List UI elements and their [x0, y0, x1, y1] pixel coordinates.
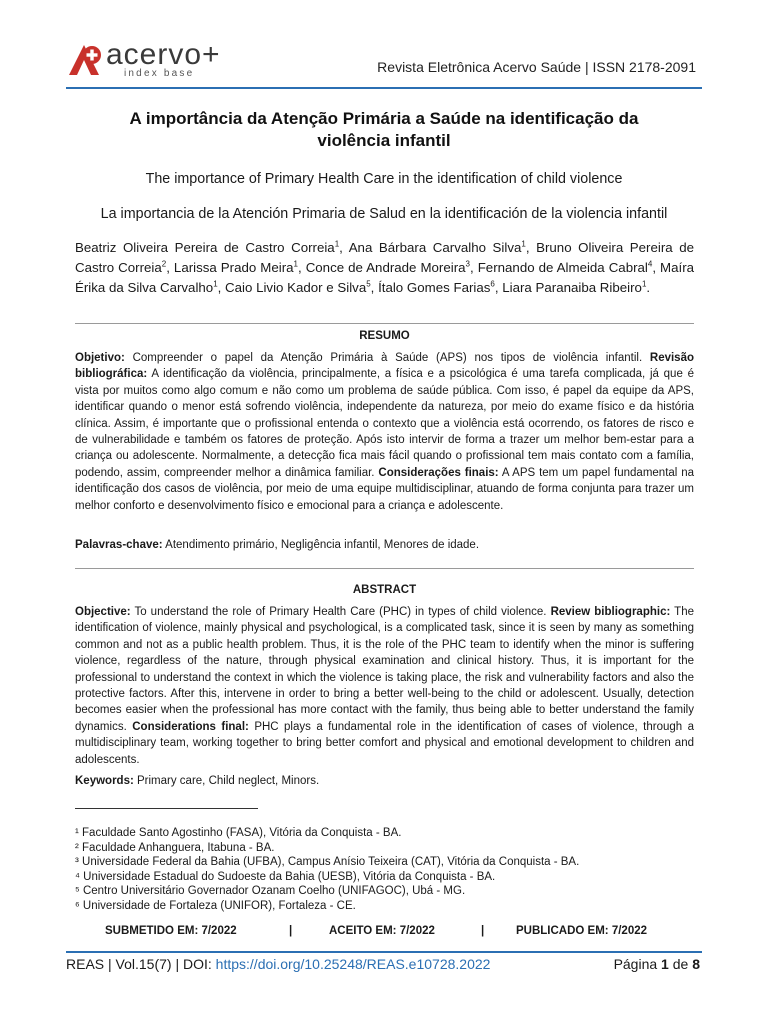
header-divider: [66, 87, 702, 89]
logo-subtitle: index base: [124, 68, 195, 79]
footnote-item: ¹ Faculdade Santo Agostinho (FASA), Vitória da Conquista - BA.: [75, 827, 402, 839]
author: Beatriz Oliveira Pereira de Castro Correia: [75, 240, 335, 255]
submitted-date: SUBMETIDO EM: 7/2022: [105, 925, 237, 937]
resumo-top-rule: [75, 323, 694, 324]
journal-title: Revista Eletrônica Acervo Saúde | ISSN 2178-2091: [377, 59, 696, 75]
affiliation-footnotes: [75, 826, 694, 914]
footnote-divider: [75, 808, 258, 809]
footnote-item: ² Faculdade Anhanguera, Itabuna - BA.: [75, 841, 275, 854]
author: Larissa Prado Meira: [173, 260, 294, 275]
abstract-heading: ABSTRACT: [352, 584, 417, 596]
resumo-body: Objetivo: Compreender o papel da Atenção Primária à Saúde (APS) nos tipos de violência infantil. Revisão bibliográfica: A identificação da violência, principalmente, a física e a psicológica é uma tarefa complicada, já que é vista por muitos como algo comum e não como um problema de saúde pública. Com isso, é papel da equipe da APS, identificar quando o menor está sofrendo violência, independente da natureza, por meio do exame físico e da história clínica. Assim, é importante que o profissional entenda o contexto que a violência está ocorrendo, os fatores de risco e de vulnerabilidade e também os fatores de proteção. Após isto intervir de forma a trazer um melhor bem-estar para a criança ou adolescente. Normalmente, a detecção fica mais fácil quando o profissional tem mais contato com a família, podendo, assim, compreender melhor a dinâmica familiar. Considerações finais: A APS tem um papel fundamental na identificação dos casos de violência, por meio de uma equipe multidisciplinar, atuando de forma conjunta para trazer um melhor conforto e desenvolvimento físico e emocional para a criança e adolescente.: [75, 352, 695, 512]
author: Ítalo Gomes Farias: [378, 280, 491, 295]
footer-citation: REAS | Vol.15(7) | DOI: https://doi.org/10.25248/REAS.e10728.2022: [66, 956, 491, 972]
page-header: [66, 40, 702, 86]
article-title-es: La importancia de la Atención Primaria de Salud en la identificación de la violencia infantil: [100, 206, 668, 222]
author: Fernando de Almeida Cabral: [477, 260, 648, 275]
acervo-logo-icon: [66, 43, 102, 79]
resumo-heading: RESUMO: [359, 330, 410, 342]
article-title-en: The importance of Primary Health Care in the identification of child violence: [145, 171, 623, 187]
footer-divider: [66, 951, 702, 953]
date-separator: |: [481, 925, 485, 937]
author: Ana Bárbara Carvalho Silva: [348, 240, 522, 255]
doi-link[interactable]: https://doi.org/10.25248/REAS.e10728.2022: [215, 956, 491, 972]
article-title-pt: A importância da Atenção Primária a Saúde na identificação da violência infantil: [129, 109, 639, 150]
accepted-date: ACEITO EM: 7/2022: [329, 925, 435, 937]
acervo-logo: [66, 40, 266, 84]
author-list: Beatriz Oliveira Pereira de Castro Correia$^1$, Ana Bárbara Carvalho Silva$^1$, Bruno Oliveira Pereira de Castro Correia$^2$, Larissa Prado Meira$^1$, Conce de Andrade Moreira$^3$, Fernando de Almeida Cabral$^4$, Maíra Érika da Silva Carvalho$^1$, Caio Livio Kador e Silva$^5$, Ítalo Gomes Farias$^6$, Liara Paranaiba Ribeiro$^1$.: [75, 239, 695, 295]
footnote-item: ⁴ Universidade Estadual do Sudoeste da Bahia (UESB), Vitória da Conquista - BA.: [75, 870, 496, 883]
submission-dates: [75, 925, 694, 941]
date-separator: |: [289, 925, 293, 937]
footnote-item: ³ Universidade Federal da Bahia (UFBA), Campus Anísio Teixeira (CAT), Vitória da Conquista - BA.: [75, 856, 580, 869]
author: Caio Livio Kador e Silva: [225, 280, 367, 295]
author: Bruno Oliveira Pereira de Castro Correia: [75, 240, 695, 275]
abstract-keywords: Keywords: Primary care, Child neglect, Minors.: [75, 775, 320, 787]
page-number: Página 1 de 8: [613, 956, 700, 972]
author: Maíra Érika da Silva Carvalho: [75, 260, 695, 295]
footnote-item: ⁵ Centro Universitário Governador Ozanam Coelho (UNIFAGOC), Ubá - MG.: [75, 885, 466, 898]
resumo-keywords: Palavras-chave: Atendimento primário, Negligência infantil, Menores de idade.: [75, 539, 480, 551]
abstract-body: Objective: To understand the role of Primary Health Care (PHC) in types of child violence. Review bibliographic: The identification of violence, mainly physical and psychological, is a complicated task, since it is seen by many as something common and not as a public health problem. Thus, it is the role of the PHC team to identify when the minor is suffering violence, regardless of the nature, through physical examination and clinical history. Thus, it is important for the professional to understand the context in which the violence is taking place, the risk and vulnerability factors and also the protective factors. After this, intervene in order to bring a better well-being to the child or adolescent. Usually, detection becomes easier when the professional has more contact with the family, thus being able to better understand the family dynamics. Considerations final: PHC plays a fundamental role in the identification of cases of violence, through a multidisciplinary team, working together to bring better comfort and physical and emotional development to children and adolescents.: [75, 606, 694, 766]
author: Liara Paranaiba Ribeiro: [502, 280, 642, 295]
resumo-bottom-rule: [75, 568, 694, 569]
author: Conce de Andrade Moreira: [305, 260, 466, 275]
published-date: PUBLICADO EM: 7/2022: [516, 925, 648, 937]
footnote-item: ⁶ Universidade de Fortaleza (UNIFOR), Fortaleza - CE.: [75, 899, 356, 912]
logo-wordmark: acervo+: [106, 38, 221, 71]
